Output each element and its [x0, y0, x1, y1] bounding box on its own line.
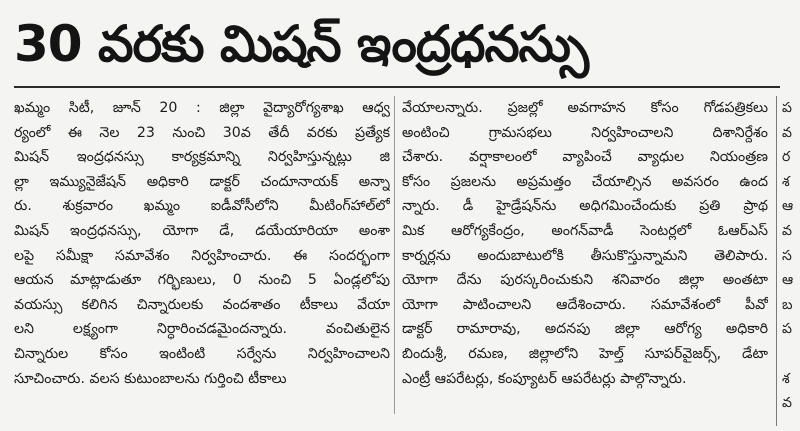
fragment-glyph: ఆ — [782, 198, 794, 215]
fragment-glyph: ప — [782, 100, 792, 116]
adjacent-article-fragment — [782, 96, 800, 426]
article-line: సూచించారు. వలస కుటుంబాలను గుర్తించి టీకాలు — [14, 370, 287, 387]
article-line: మిక ఆరోగ్యకేంద్రం, అంగన్‌వాడీ సెంటర్లలో ఓఆర్‌ఎస్ — [402, 222, 768, 239]
headline-rule — [14, 86, 780, 88]
fragment-glyph: ప — [782, 321, 792, 338]
article-line: న్నారు. డీ హైడ్రేషన్‌ను అధిగమించేందుకు ప్రతి ప్రాథ — [402, 198, 768, 215]
article-line: చేశారు. వర్షాకాలంలో వ్యాపించే వ్యాధుల నియంత్రణ — [402, 149, 768, 166]
fragment-glyph — [782, 342, 800, 367]
article-line: వయస్సు కలిగిన చిన్నారులకు వందశాతం టీకాలు వేయా — [14, 296, 390, 313]
article-line: రు. శుక్రవారం ఖమ్మం ఐడీవోసీలోని మీటింగ్‌హాల్‌లో — [14, 198, 390, 215]
article-line: వేయాలన్నారు. ప్రజల్లో అవగాహన కోసం గోడపత్రికలు — [402, 100, 768, 116]
article-line: యోగా దేను పురస్కరించుకుని శనివారం జిల్లా అంతటా — [402, 272, 768, 289]
article-line: యోగా పాటించాలని ఆదేశించారు. సమావేశంలో పీవో — [402, 296, 768, 313]
article-line: బిందుశ్రీ, రమణ, జిల్లాలోని హెల్త్ సూపర్‌వైజర్స్, డేటా — [402, 345, 768, 362]
fragment-glyph: బ — [782, 296, 793, 313]
article-line: డాక్టర్ రామారావు, అదనపు జిల్లా ఆరోగ్య అధికారి — [402, 321, 768, 338]
fragment-glyph: వ — [782, 124, 792, 141]
fragment-glyph: శ — [782, 370, 790, 387]
headline: 30 వరకు మిషన్ ఇంద్రధనస్సు — [14, 15, 589, 73]
fragment-glyph: వ — [782, 222, 792, 239]
article-line: ర్యంలో ఈ నెల 23 నుంచి 30వ తేదీ వరకు ప్రత్యేక — [14, 124, 390, 141]
article-right-column — [402, 96, 768, 391]
article-line: ఖమ్మం సిటీ, జూన్ 20 : జిల్లా వైద్యారోగ్యశాఖ ఆధ్వ — [14, 100, 390, 116]
article-left-column — [14, 96, 390, 391]
article-line: కార్నర్లను అందుబాటులోకి తీసుకొస్తున్నామని తెలిపారు. — [402, 247, 768, 264]
article-line: మిషన్ ఇంద్రధనస్సు, యోగా డే, డయేయారియా అంశా — [14, 222, 390, 239]
article-line: అంటించి గ్రామసభలు నిర్వహించాలని దిశానిర్దేశం — [402, 124, 768, 141]
article-line: లని లక్ష్యంగా నిర్ధారించడమైందన్నారు. వంచితులైన — [14, 321, 390, 338]
fragment-glyph: వ — [782, 395, 792, 412]
fragment-glyph: ఆ — [782, 272, 794, 289]
article-line: లపై సమీక్షా సమావేశం నిర్వహించారు. ఈ సందర్భంగా — [14, 247, 390, 264]
fragment-glyph: స — [782, 247, 792, 264]
article-line: ల్లా ఇమ్యునైజేషన్ అధికారి డాక్టర్ చందూనాయక్ అన్నా — [14, 173, 390, 190]
article-line: మిషన్ ఇంద్రధనస్సు కార్యక్రమాన్ని నిర్వహిస్తున్నట్లు జి — [14, 149, 390, 166]
article-line: ఎంట్రీ ఆపరేటర్లు, కంప్యూటర్ ఆపరేటర్లు పాల్గొన్నారు. — [402, 370, 687, 387]
article-line: ఆయన మాట్లాడుతూ గర్భిణులు, 0 నుంచి 5 ఏండ్లలోపు — [14, 272, 390, 289]
fragment-glyph: ర — [782, 149, 791, 166]
article-line: చిన్నారుల కోసం ఇంటింటి సర్వేను నిర్వహించాలని — [14, 345, 390, 362]
adjacent-article-rule — [776, 96, 777, 426]
column-divider — [394, 96, 395, 414]
article-line: కోసం ప్రజలను అప్రమత్తం చేయాల్సిన అవసరం ఉంద — [402, 173, 768, 190]
fragment-glyph: శ — [782, 173, 790, 190]
